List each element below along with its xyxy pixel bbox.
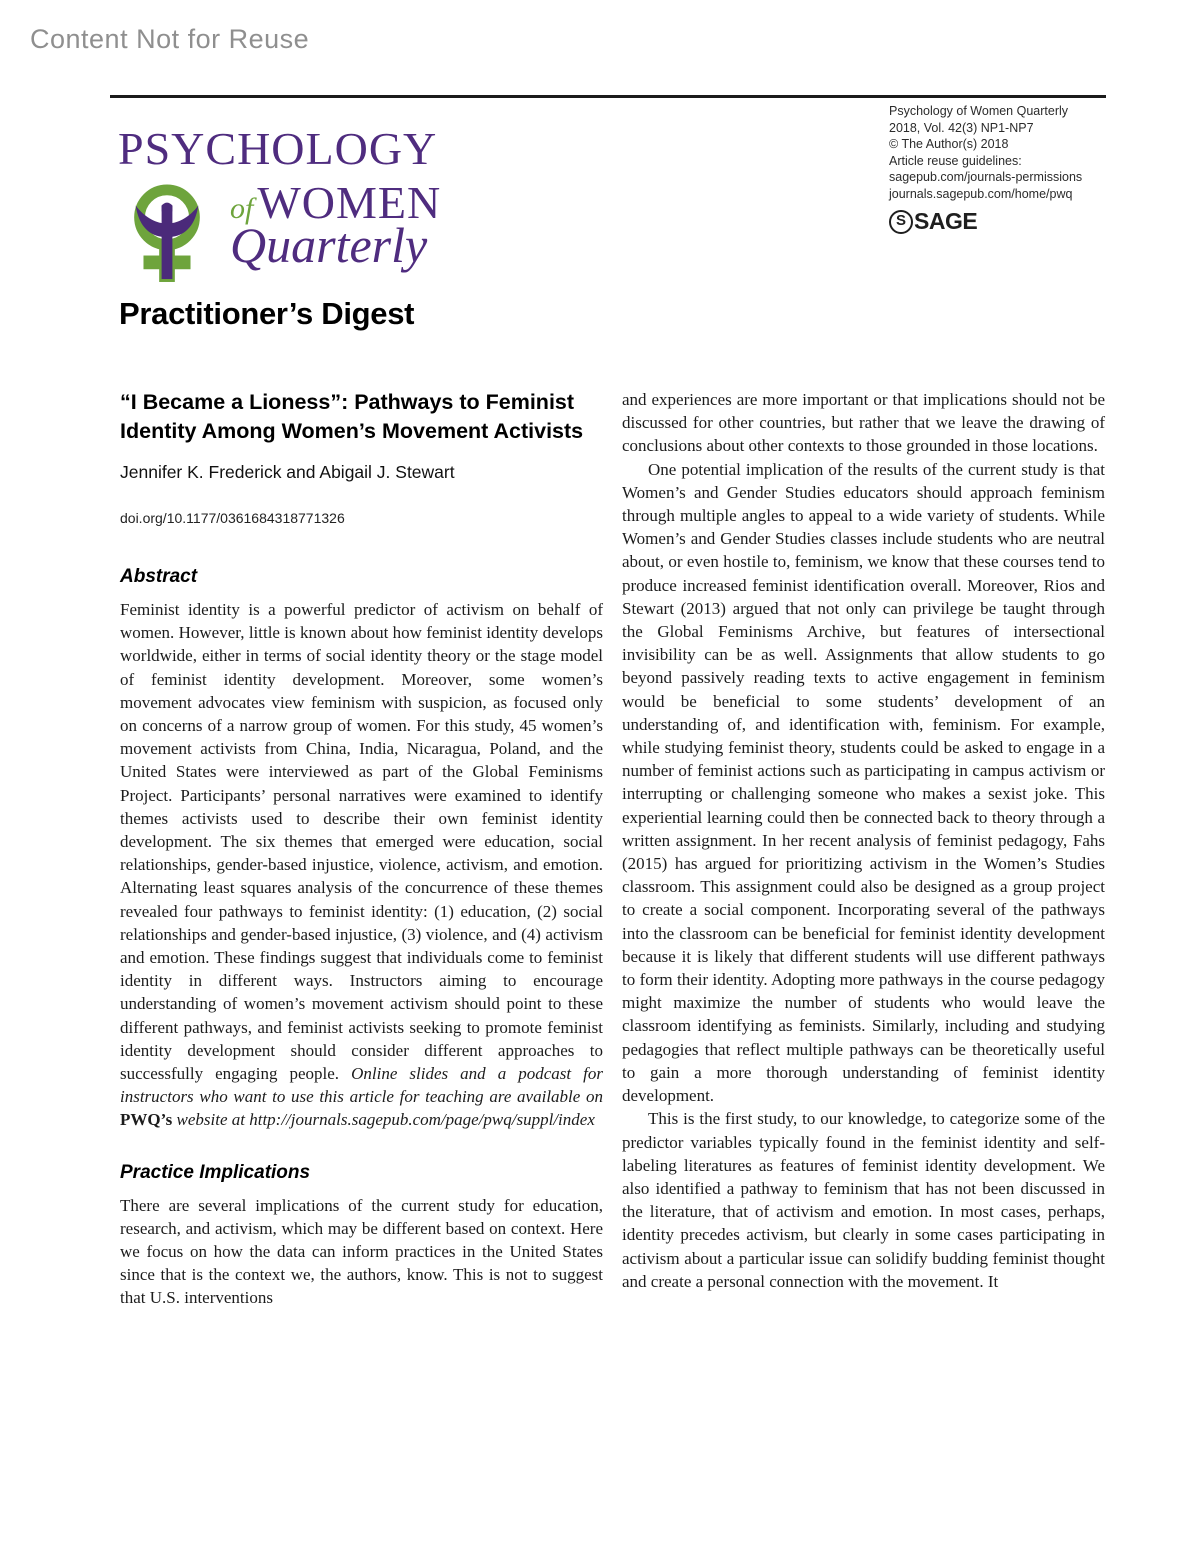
paragraph: and experiences are more important or that implications should not be discussed for other countries, but rather that we leave the drawing of conclusions about other contexts to those grounded in those locations. (622, 390, 1105, 456)
paragraph: This is the first study, to our knowledge, to categorize some of the predictor variables typically found in the feminist identity and self-labeling literatures as features of feminist identity development. We also identified a pathway to feminism that has not been discussed in the literature, that of activism and emotion. In most cases, perhaps, identity precedes activism, but clearly in some cases participating in activism about a particular issue can solidify budding feminist thought and create a personal connection with the movement. It (622, 1109, 1105, 1291)
section-heading: Practitioner’s Digest (119, 296, 415, 331)
paragraph: One potential implication of the results of the current study is that Women’s and Gender Studies educators should approach feminism through multiple angles to appeal to a wide variety of students. While Women’s and Gender Studies classes include students who are neutral about, or even hostile to, feminism, we know that these courses tend to produce increased feminist identification overall. Moreover, Rios and Stewart (2013) argued that not only can privilege be taught through the Global Feminisms Archive, but features of intersectional invisibility can be as well. Assignments that allow students to go beyond passively reading texts to active engagement in feminism would be beneficial to some students’ development of an understanding of, and identification with, feminism. For example, while studying feminist theory, students could be asked to engage in a number of feminist actions such as participating in campus activism or interrupting or challenging someone who makes a sexist joke. This experiential learning could then be connected back to theory through a written assignment. In her recent analysis of feminist pedagogy, Fahs (2015) has argued for prioritizing activism in the Women’s Studies classroom. This assignment could also be designed as a group project to create a social component. Incorporating several of the pathways into the classroom can be beneficial for feminist identity development because it is likely that different students will use different pathways to form their identity. Adopting more pathways in the course pedagogy might maximize the number of students who would leave the classroom identifying as feminists. Similarly, including and studying pedagogies that reflect multiple pathways can be theoretically useful to gain a more thorough understanding of feminist identity development. (622, 459, 1105, 1106)
journal-logo (118, 123, 478, 291)
citation-block (889, 103, 1129, 234)
sage-wordmark: SAGE (914, 208, 978, 235)
abstract-text: Feminist identity is a powerful predictor of activism on behalf of women. However, little is known about how feminist identity develops worldwide, either in terms of social identity theory or the stage model of feminist identity development. Moreover, some women’s movement advocates view feminism with suspicion, as focused only on concerns of a narrow group of women. For this study, 45 women’s movement activists from China, India, Nicaragua, Poland, and the United States were interviewed as part of the Global Feminisms Project. Participants’ personal narratives were examined to identify themes activists used to describe their own feminist identity development. The six themes that emerged were education, social relationships, gender-based injustice, violence, activism, and emotion. Alternating least squares analysis of the concurrence of these themes revealed four pathways to feminist identity: (1) education, (2) social relationships and gender-based injustice, (3) violence, and (4) activism and emotion. These findings suggest that individuals come to feminist identity in different ways. Instructors aiming to encourage understanding of women’s movement activism should point to these different pathways, and feminist activists seeking to promote feminist identity development should consider different approaches to successfully engaging people. (120, 600, 603, 1084)
logo-word-of: of (230, 192, 254, 225)
abstract-note-pre: Online slides and a podcast for instructors who want to use this article for teaching are available on (120, 1064, 604, 1107)
practice-implications-body (120, 1194, 603, 1310)
abstract-note-pwq: PWQ’s (120, 1110, 173, 1130)
citation-permissions-url: sagepub.com/journals-permissions (889, 170, 1083, 185)
content-not-for-reuse-watermark: Content Not for Reuse (30, 24, 310, 54)
right-column (622, 388, 1105, 1293)
abstract-note-post: website at http://journals.sagepub.com/page/pwq/suppl/index (172, 1110, 595, 1130)
practice-implications-text: There are several implications of the current study for education, research, and activism, which may be different based on context. Here we focus on how the data can inform practices in the United States since that is the context we, the authors, know. This is not to suggest that U.S. interventions (120, 1195, 603, 1308)
venus-psi-icon (118, 178, 216, 286)
sage-logo (889, 210, 1129, 234)
right-column-body (622, 388, 1105, 1293)
citation-volume: 2018, Vol. 42(3) NP1-NP7 (889, 120, 1034, 135)
abstract-heading: Abstract (120, 566, 198, 587)
header-rule (110, 95, 1106, 98)
left-column (120, 388, 603, 1310)
practice-implications-heading: Practice Implications (120, 1161, 311, 1183)
article-title: “I Became a Lioness”: Pathways to Feminist Identity Among Women’s Movement Activists (120, 390, 584, 443)
citation-copyright: © The Author(s) 2018 (889, 137, 1009, 152)
citation-reuse: Article reuse guidelines: (889, 153, 1022, 168)
logo-word-quarterly: Quarterly (230, 217, 428, 273)
sage-s-icon: S (889, 210, 913, 234)
article-doi: doi.org/10.1177/0361684318771326 (120, 510, 345, 526)
abstract-body (120, 598, 603, 1132)
article-authors: Jennifer K. Frederick and Abigail J. Stewart (120, 462, 455, 482)
logo-word-psychology: PSYCHOLOGY (118, 123, 438, 174)
citation-journal: Psychology of Women Quarterly (889, 104, 1069, 118)
logo-word-women: WOMEN (257, 177, 442, 228)
citation-home-url: journals.sagepub.com/home/pwq (889, 186, 1073, 201)
